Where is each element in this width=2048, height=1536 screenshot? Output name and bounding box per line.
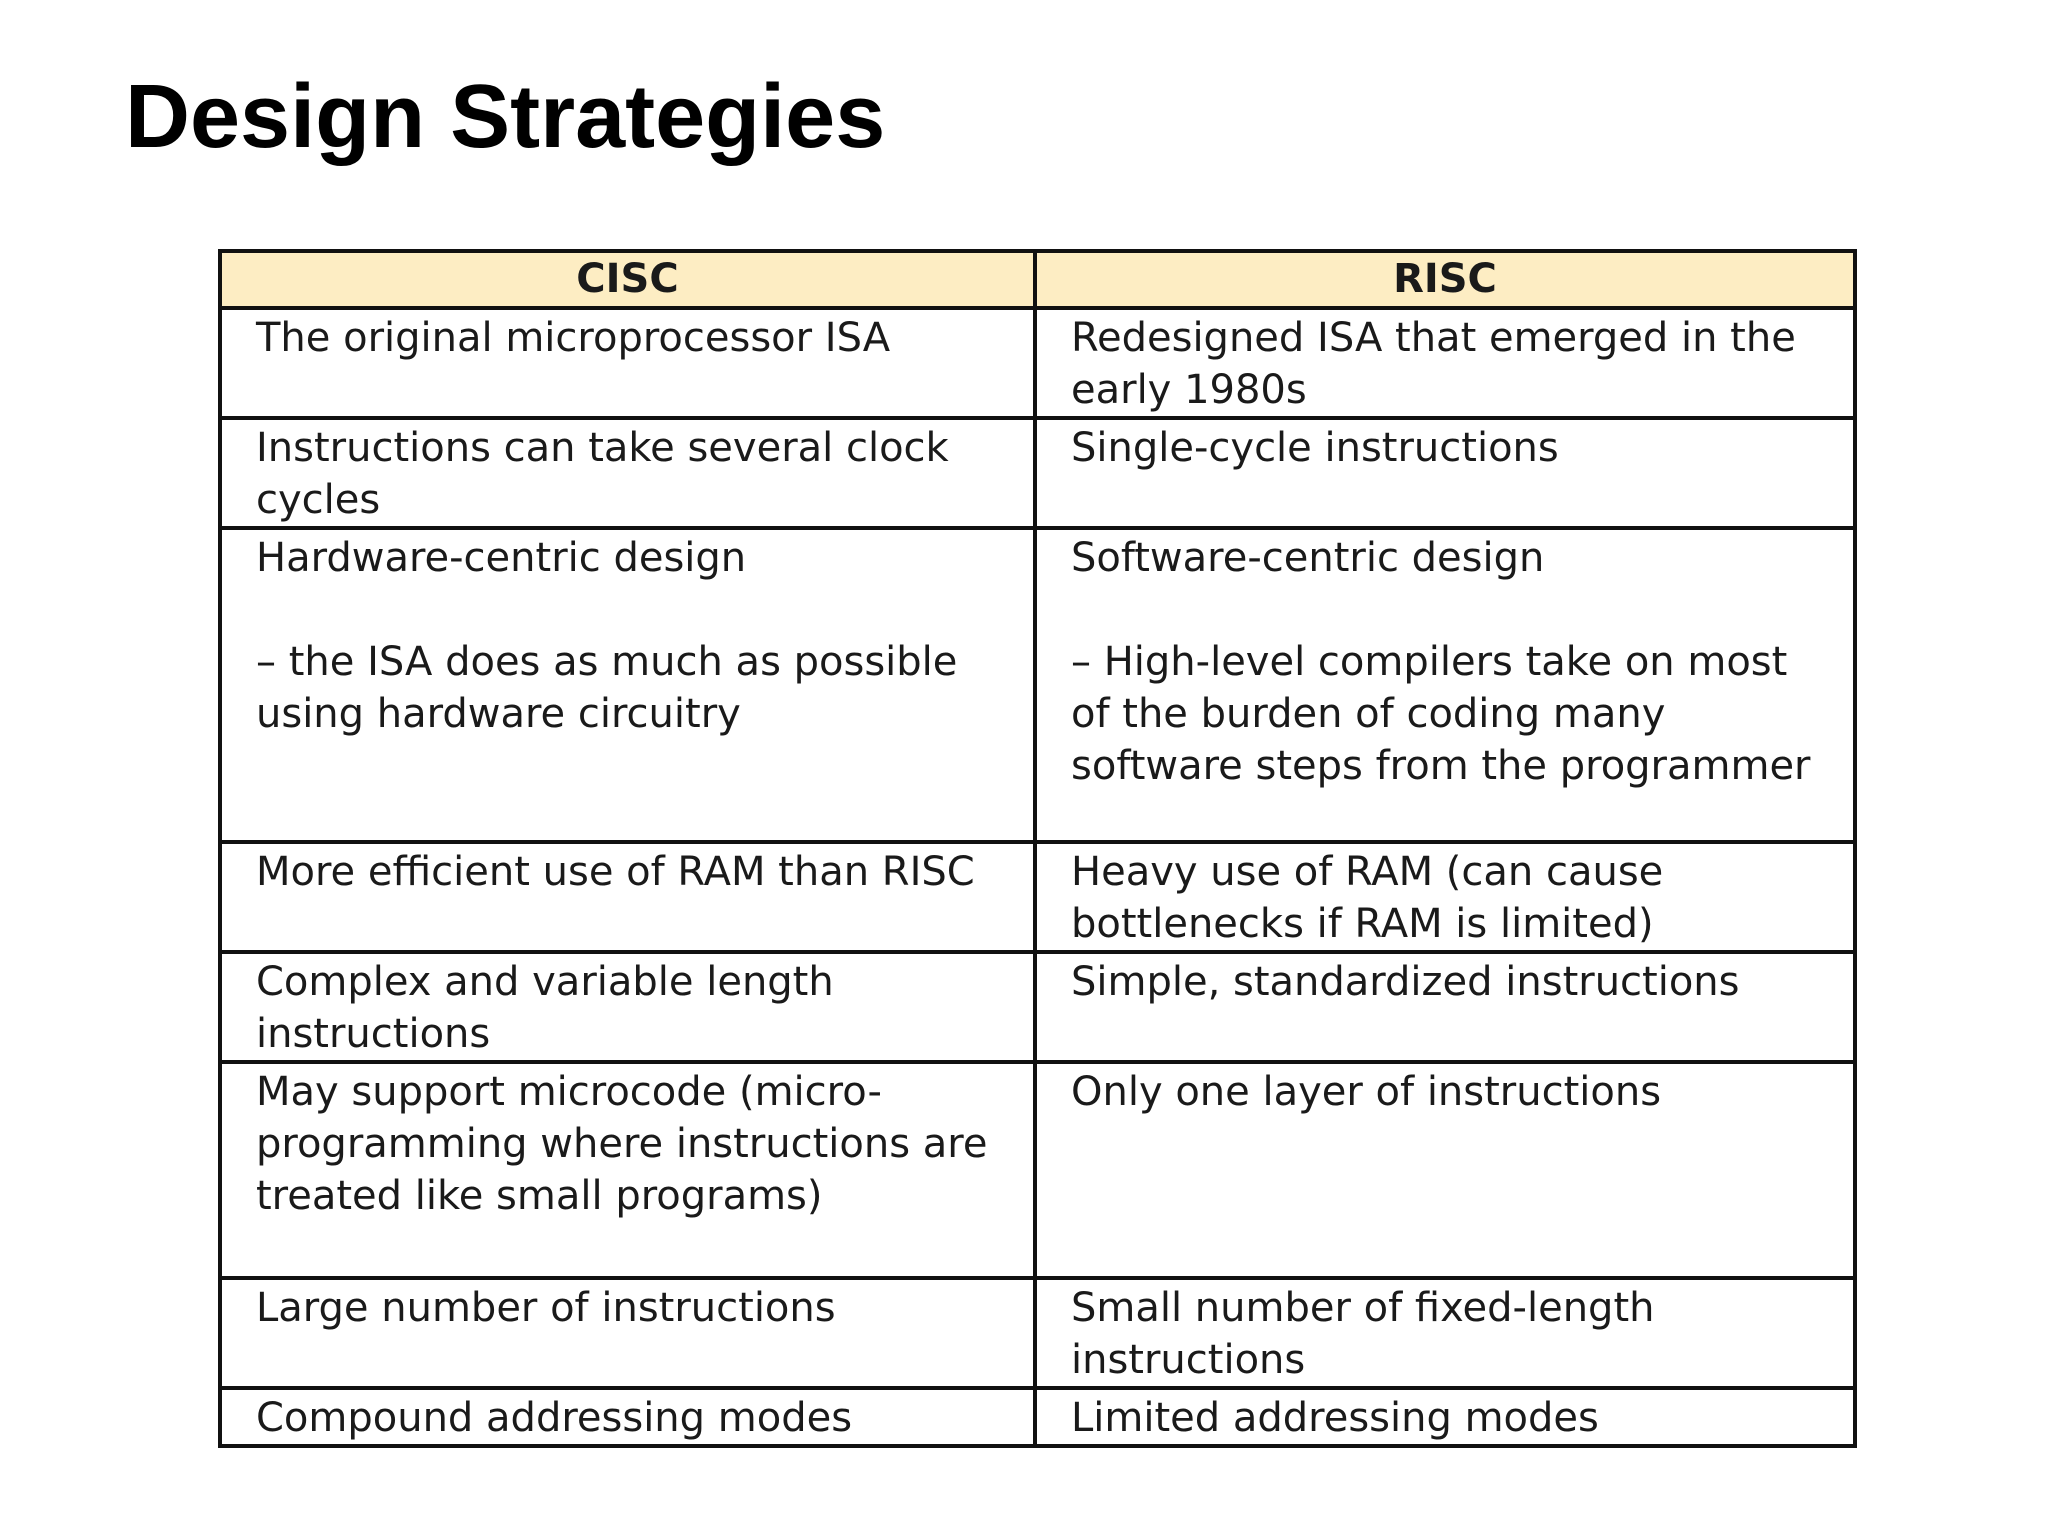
cisc-cell [220, 842, 1035, 952]
table-row [220, 1062, 1855, 1278]
risc-cell [1035, 842, 1855, 952]
cell-text: Small number of fixed-length instructions [1071, 1285, 1668, 1383]
risc-cell [1035, 308, 1855, 418]
cisc-risc-comparison-table [218, 249, 1857, 1448]
cell-text: Hardware-centric design [256, 535, 747, 581]
cisc-cell [220, 1278, 1035, 1388]
header-cisc: CISC [220, 251, 1035, 308]
cell-text: Limited addressing modes [1071, 1395, 1599, 1441]
cell-spacer [256, 584, 1013, 636]
cisc-cell [220, 308, 1035, 418]
table-header-row [220, 251, 1855, 308]
table-row [220, 308, 1855, 418]
risc-cell [1035, 1388, 1855, 1446]
cell-text: Compound addressing modes [256, 1395, 853, 1441]
cell-text: Instructions can take several clock cycles [256, 425, 962, 523]
cell-detail-text: – High-level compilers take on most of the burden of coding many software steps from the programmer [1071, 639, 1811, 789]
cell-text: Complex and variable length instructions [256, 959, 847, 1057]
table-row [220, 952, 1855, 1062]
table-row [220, 418, 1855, 528]
cisc-cell [220, 528, 1035, 842]
cell-spacer [1071, 584, 1833, 636]
cell-text: May support microcode (micro-programming where instructions are treated like small programs) [256, 1069, 1001, 1219]
risc-cell [1035, 418, 1855, 528]
cisc-cell [220, 952, 1035, 1062]
cell-text: Heavy use of RAM (can cause bottlenecks if RAM is limited) [1071, 849, 1677, 947]
cisc-cell [220, 1388, 1035, 1446]
header-risc: RISC [1035, 251, 1855, 308]
comparison-table-container [218, 249, 1857, 1448]
cell-text: Large number of instructions [256, 1285, 836, 1331]
table-row [220, 1278, 1855, 1388]
risc-cell [1035, 528, 1855, 842]
risc-cell [1035, 1278, 1855, 1388]
slide-title: Design Strategies [125, 67, 886, 167]
table-row [220, 528, 1855, 842]
cell-text: Single-cycle instructions [1071, 425, 1559, 471]
cell-text: Software-centric design [1071, 535, 1545, 581]
cell-text: Redesigned ISA that emerged in the early 1980s [1071, 315, 1809, 413]
risc-cell [1035, 952, 1855, 1062]
cisc-cell [220, 418, 1035, 528]
cell-text: More efficient use of RAM than RISC [256, 849, 975, 895]
cell-text: Only one layer of instructions [1071, 1069, 1662, 1115]
table-row [220, 1388, 1855, 1446]
cell-text: The original microprocessor ISA [256, 315, 891, 361]
cell-detail-text: – the ISA does as much as possible using hardware circuitry [256, 639, 971, 737]
risc-cell [1035, 1062, 1855, 1278]
table-row [220, 842, 1855, 952]
cell-text: Simple, standardized instructions [1071, 959, 1740, 1005]
cisc-cell [220, 1062, 1035, 1278]
